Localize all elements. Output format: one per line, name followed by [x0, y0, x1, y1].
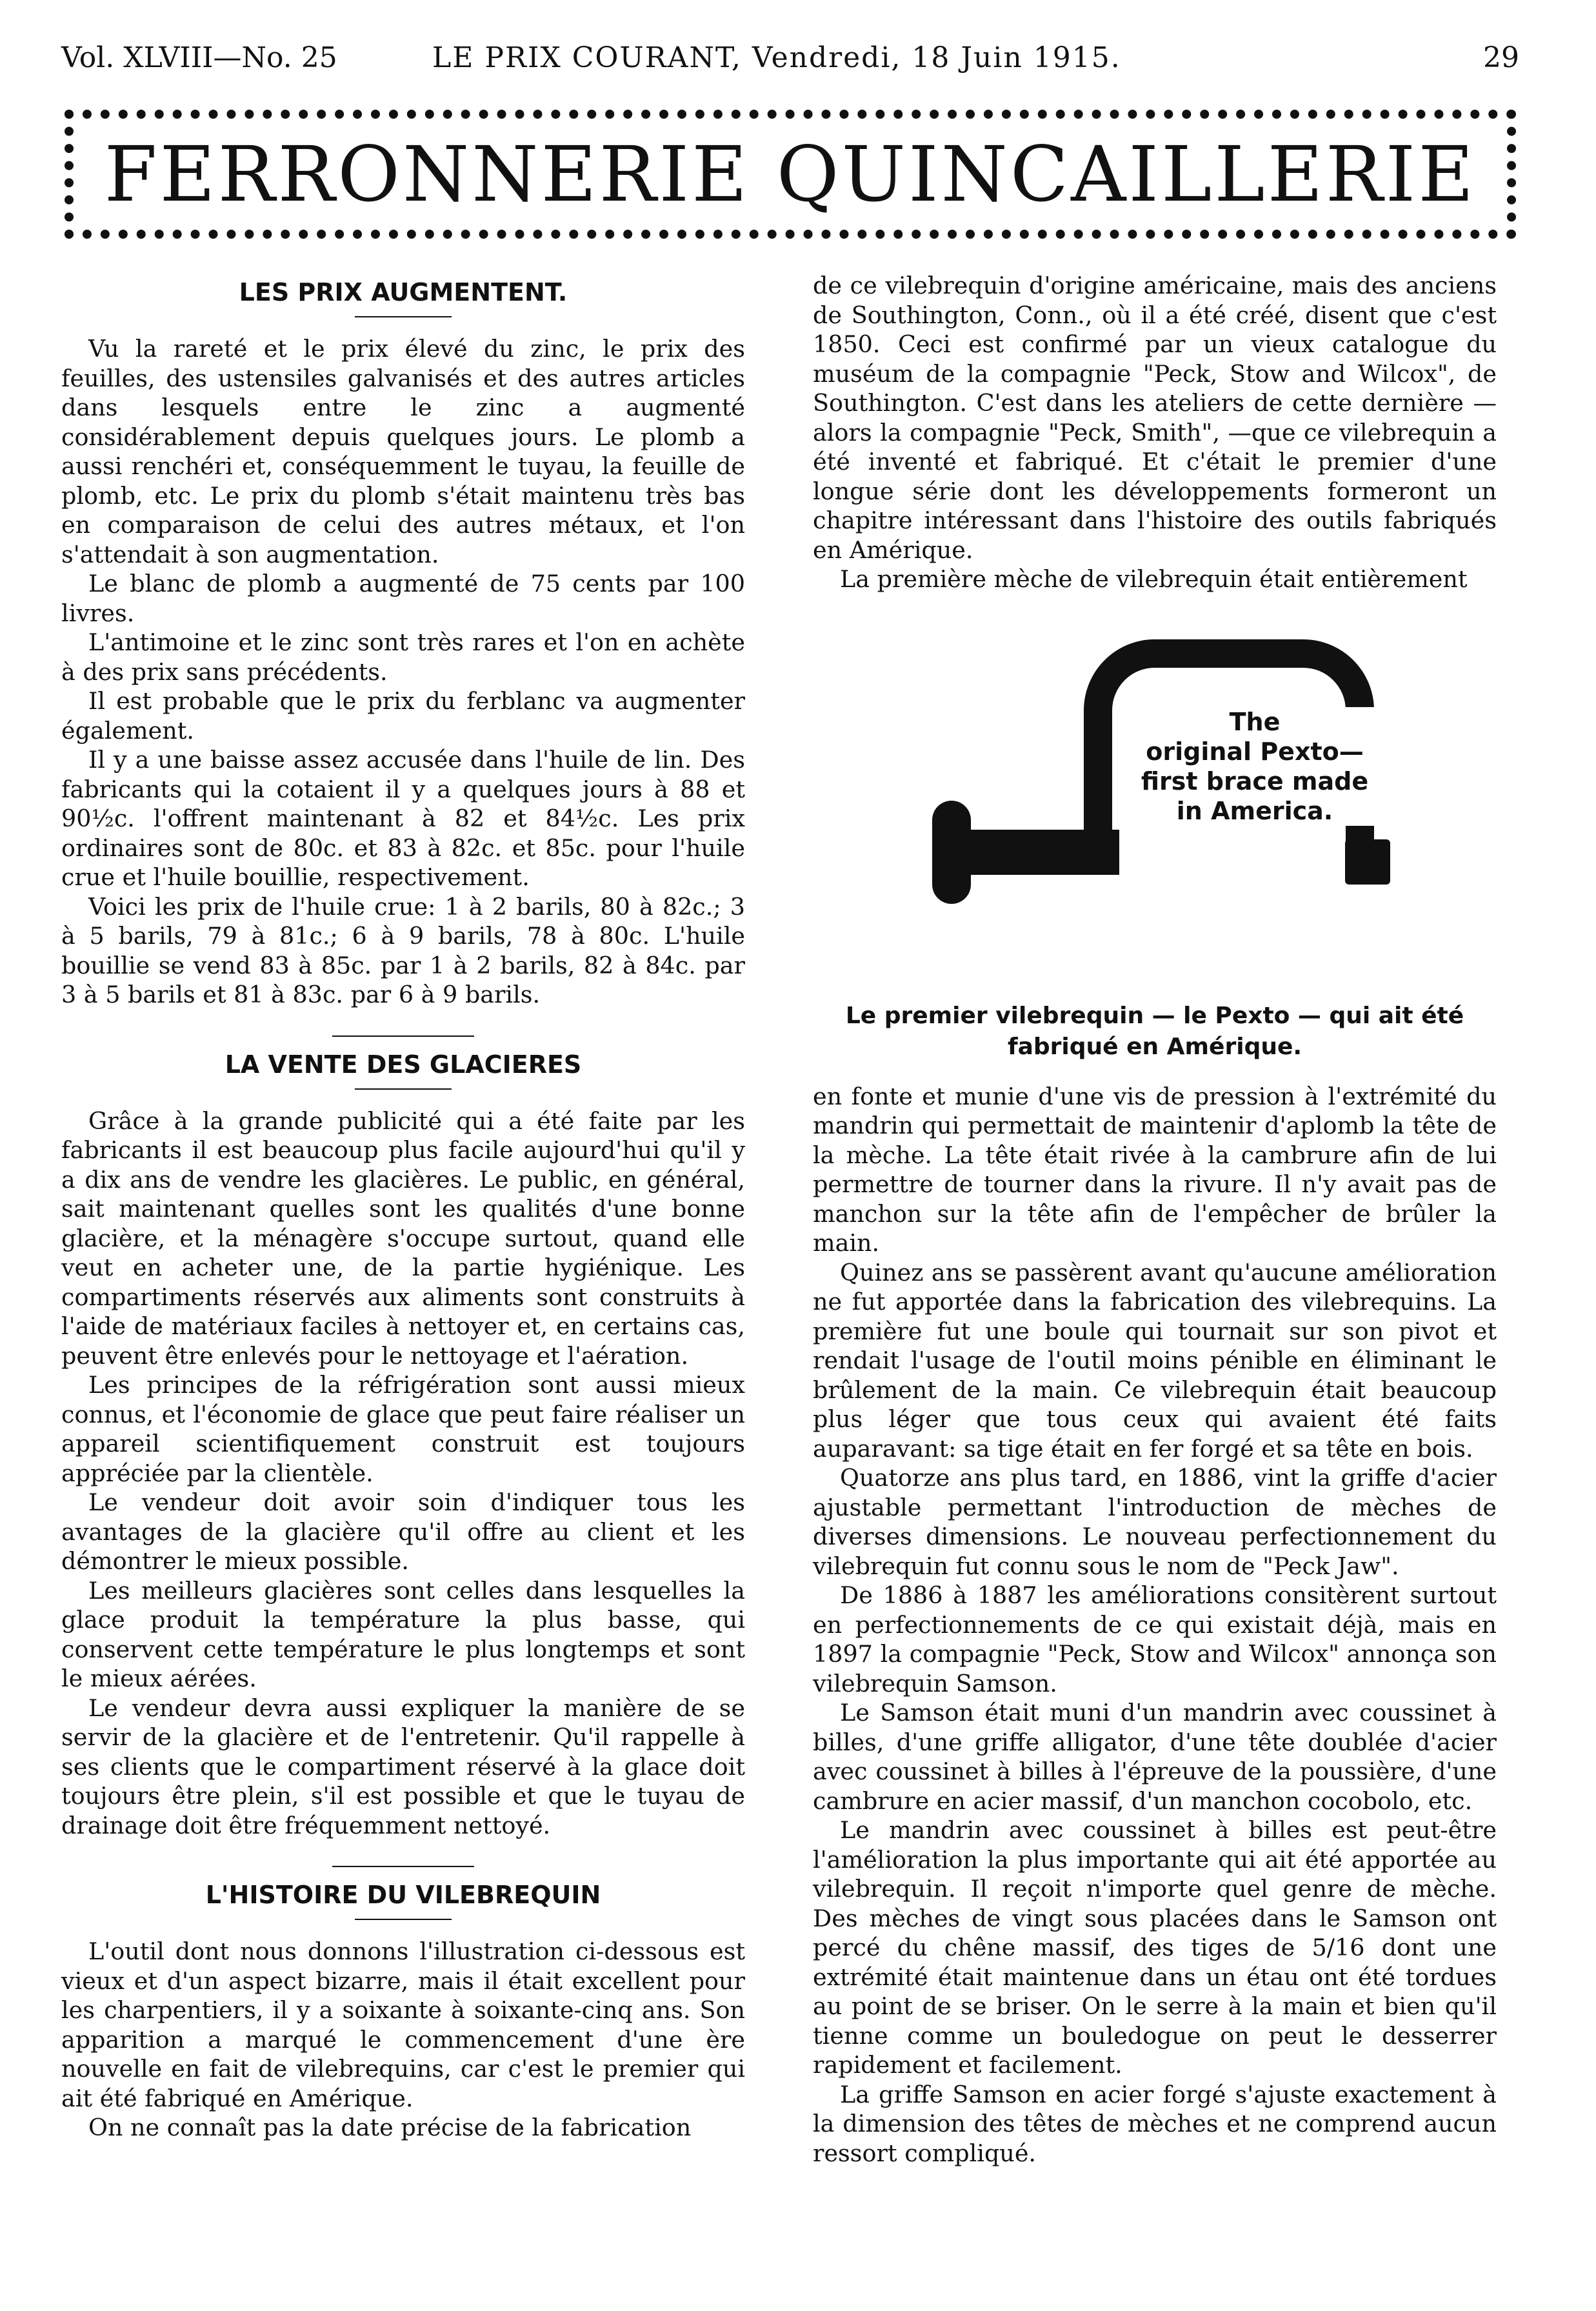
article-paragraph: Le vendeur devra aussi expliquer la manière de se servir de la glacière et de l'entretenir. Qu'il rappelle à ses clients que le compartiment réservé à la glace doit toujours être plein, s'il est possible et que le tuyau de drainage doit être fréquemment nettoyé. — [61, 1694, 745, 1839]
article-paragraph: La première mèche de vilebrequin était entièrement — [840, 565, 1468, 593]
article-paragraph: Le mandrin avec coussinet à billes est peut-être l'amélioration la plus importante qui ait été apportée au vilebrequin. Il reçoit n'importe quel genre de mèche. Des mèches de vingt sous placées dans le Samson ont percé du chêne massif, des tiges de 5/16 dont une extrémité était maintenue dans un étau ont été tordues au point de se briser. On le serre à la main et bien qu'il tienne comme un bouledogue on peut le desserrer rapidement et facilement. — [813, 1816, 1497, 2079]
article-paragraph: Le vendeur doit avoir soin d'indiquer tous les avantages de la glacière qu'il offre au client et les démontrer le mieux possible. — [61, 1488, 745, 1575]
title-rule — [355, 316, 452, 317]
article-paragraph: Les principes de la réfrigération sont aussi mieux connus, et l'économie de glace que peut faire réaliser un appareil scientifiquement construit est toujours appréciée par la clientèle. — [61, 1371, 745, 1487]
article-title-glacieres: LA VENTE DES GLACIERES — [224, 1050, 582, 1079]
figure-caption: Le premier vilebrequin — le Pexto — qui ait été fabriqué en Amérique. — [845, 1002, 1464, 1060]
article-paragraph: Voici les prix de l'huile crue: 1 à 2 barils, 80 à 82c.; 3 à 5 barils, 79 à 81c.; 6 à 9 barils, 78 à 80c. L'huile bouillie se vend 83 à 85c. par 1 à 2 barils, 82 à 84c. par 3 à 5 barils et 81 à 83c. par 6 à 9 barils. — [61, 892, 745, 1008]
section-banner — [65, 110, 1516, 239]
brace-handle-shaft — [945, 830, 1119, 875]
publication-title-date: LE PRIX COURANT, Vendredi, 18 Juin 1915. — [432, 41, 1121, 74]
title-rule — [355, 1088, 452, 1090]
article-paragraph: De 1886 à 1887 les améliorations consitèrent surtout en perfectionnements de ce qui existait déjà, mais en 1897 la compagnie "Peck, Stow and Wilcox" annonça son vilebrequin Samson. — [813, 1581, 1497, 1697]
section-title: FERRONNERIE QUINCAILLERIE — [104, 130, 1477, 219]
article-paragraph: Les meilleurs glacières sont celles dans lesquelles la glace produit la température la plus basse, qui conservent cette température le plus longtemps et sont le mieux aérées. — [61, 1576, 745, 1692]
label-line: first brace made — [1141, 766, 1369, 795]
page-number: 29 — [1483, 41, 1519, 74]
article-paragraph: L'antimoine et le zinc sont très rares et l'on en achète à des prix sans précédents. — [61, 628, 745, 686]
label-line: original Pexto— — [1146, 737, 1364, 766]
article-paragraph: Grâce à la grande publicité qui a été faite par les fabricants il est beaucoup plus facile aujourd'hui qu'il y a dix ans de vendre les glacières. Le public, en général, sait maintenant quelles sont les qualités d'une bonne glacière, et la ménagère s'occupe surtout, quand elle veut en acheter une, de la partie hygiénique. Les compartiments réservés aux aliments sont construits à l'aide de matériaux faciles à nettoyer et, en certains cas, peuvent être enlevés pour le nettoyage et l'aération. — [61, 1106, 745, 1370]
article-paragraph: Quatorze ans plus tard, en 1886, vint la griffe d'acier ajustable permettant l'introduction de mèches de diverses dimensions. Le nouveau perfectionnement du vilebrequin fut connu sous le nom de "Peck Jaw". — [813, 1464, 1497, 1580]
title-rule — [355, 1919, 452, 1920]
label-line: The — [1229, 707, 1281, 736]
volume-number: Vol. XLVIII—No. 25 — [61, 41, 337, 74]
article-paragraph: On ne connaît pas la date précise de la fabrication — [88, 2114, 692, 2141]
illustration-label — [1119, 707, 1390, 826]
article-title-vilebrequin: L'HISTOIRE DU VILEBREQUIN — [205, 1881, 601, 1909]
article-title-prix: LES PRIX AUGMENTENT. — [239, 278, 568, 306]
article-paragraph: Il est probable que le prix du ferblanc va augmenter également. — [61, 687, 745, 745]
article-paragraph: Vu la rareté et le prix élevé du zinc, le prix des feuilles, des ustensiles galvanisés et des autres articles dans lesquels entre le zinc a augmenté considérablement depuis quelques jours. Le plomb a aussi renchéri et, conséquemment le tuyau, la feuille de plomb, etc. Le prix du plomb s'était maintenu très bas en comparaison de celui des autres métaux, et l'on s'attendait à son augmentation. — [61, 335, 745, 568]
right-column — [813, 271, 1497, 2290]
article-paragraph: Le Samson était muni d'un mandrin avec coussinet à billes, d'une griffe alligator, d'une tête doublée d'acier avec coussinet à billes à l'épreuve de la poussière, d'une cambrure en acier massif, d'un manchon cocobolo, etc. — [813, 1699, 1497, 1815]
article-paragraph: de ce vilebrequin d'origine américaine, mais des anciens de Southington, Conn., où il a été créé, disent que c'est 1850. Ceci est confirmé par un vieux catalogue du muséum de la compagnie "Peck, Stow and Wilcox", de Southington. C'est dans les ateliers de cette dernière — alors la compagnie "Peck, Smith", —que ce vilebrequin a été inventé et fabriqué. Et c'était le premier d'une longue série dont les développements formeront un chapitre intéressant dans l'histoire des outils fabriqués en Amérique. — [813, 272, 1497, 564]
article-paragraph: Quinez ans se passèrent avant qu'aucune amélioration ne fut apportée dans la fabrication des vilebrequins. La première fut une boule qui tournait sur son pivot et rendait l'usage de l'outil moins pénible en éliminant le brûlement de la main. Ce vilebrequin était beaucoup plus léger que tous ceux qui avaient été faits auparavant: sa tige était en fer forgé et sa tête en bois. — [813, 1258, 1497, 1463]
left-column — [61, 271, 745, 2290]
brace-head-knob — [932, 801, 971, 904]
running-header — [61, 35, 1519, 81]
brace-illustration — [813, 614, 1497, 1001]
label-line: in America. — [1176, 796, 1333, 825]
brace-chuck — [1345, 839, 1390, 885]
article-paragraph: La griffe Samson en acier forgé s'ajuste exactement à la dimension des têtes de mèches et ne comprend aucun ressort compliqué. — [813, 2080, 1497, 2167]
article-paragraph: Il y a une baisse assez accusée dans l'huile de lin. Des fabricants qui la cotaient il y a quelques jours à 88 et 90½c. l'offrent maintenant à 82 et 84½c. Les prix ordinaires sont de 80c. et 83 à 82c. et 85c. pour l'huile crue et l'huile bouillie, respectivement. — [61, 746, 745, 891]
section-divider — [332, 1866, 474, 1867]
article-paragraph: L'outil dont nous donnons l'illustration ci-dessous est vieux et d'un aspect bizarre, mais il était excellent pour les charpentiers, il y a soixante à soixante-cinq ans. Son apparition a marqué le commencement d'une ère nouvelle en fait de vilebrequins, car c'est le premier qui ait été fabriqué en Amérique. — [61, 1937, 745, 2112]
article-paragraph: Le blanc de plomb a augmenté de 75 cents par 100 livres. — [61, 570, 745, 627]
article-paragraph: en fonte et munie d'une vis de pression à l'extrémité du mandrin qui permettait de maintenir d'aplomb la tête de la mèche. La tête était rivée à la cambrure afin de lui permettre de tourner dans la rivure. Il n'y avait pas de manchon sur la tête afin de l'empêcher de brûler la main. — [813, 1082, 1497, 1257]
section-divider — [332, 1035, 474, 1037]
